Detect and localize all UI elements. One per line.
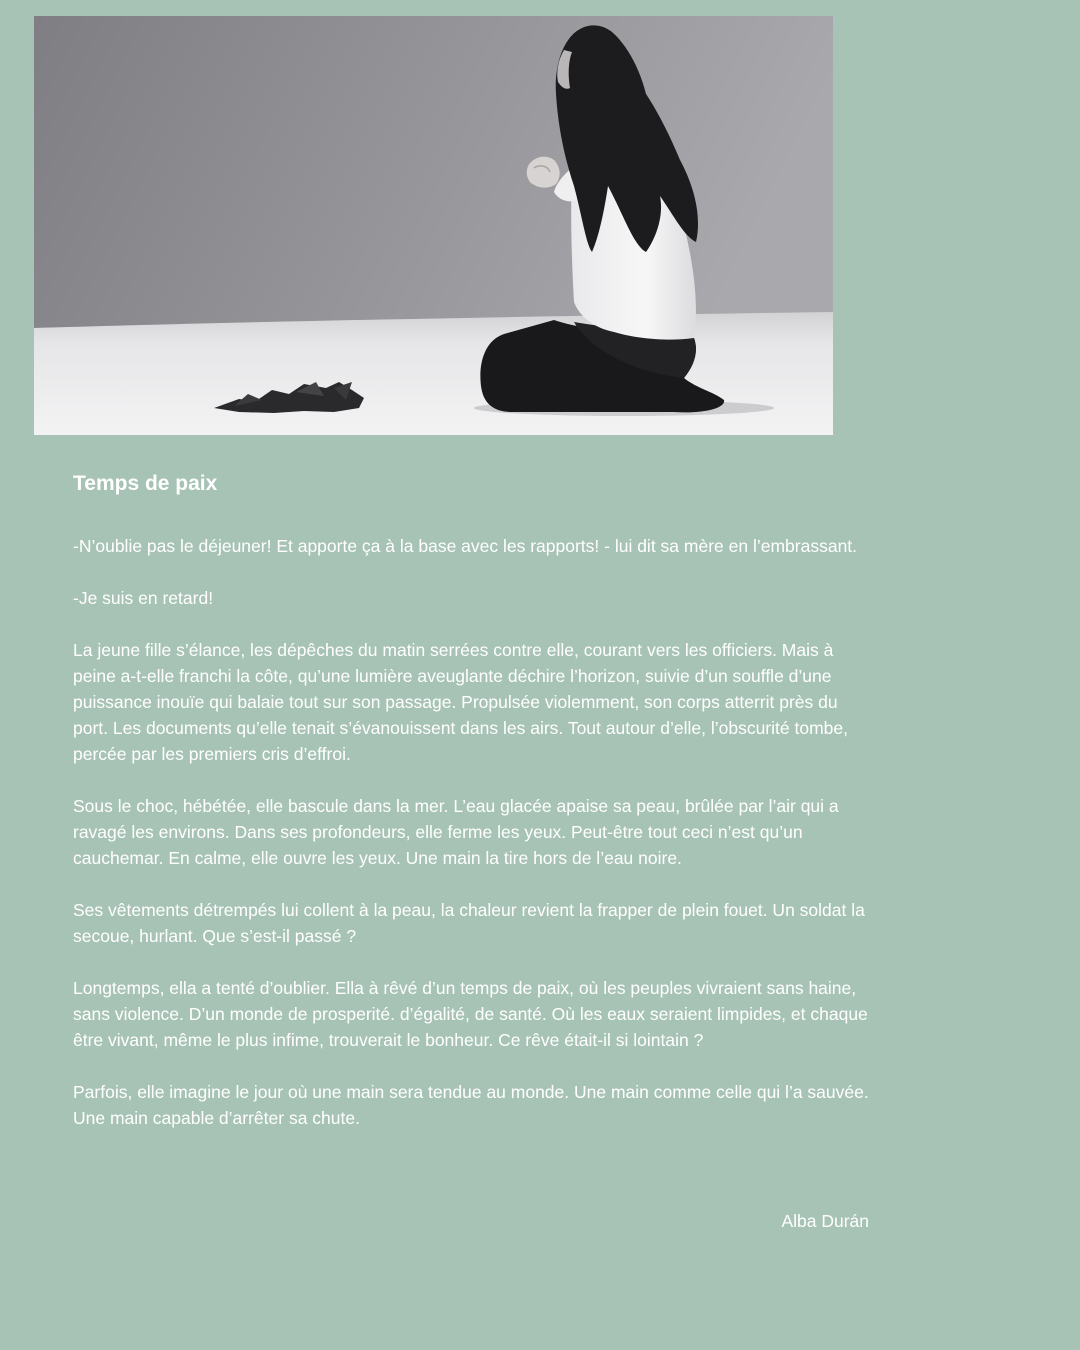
story-paragraph-1: -N’oublie pas le déjeuner! Et apporte ça à la base avec les rapports! - lui dit sa mère en l’embrassant. (73, 536, 858, 556)
story-title: Temps de paix (73, 472, 218, 495)
story-paragraph-6: Longtemps, ella a tenté d’oublier. Ella à rêvé d’un temps de paix, où les peuples vivraient sans haine, sans violence. D’un monde de prosperité. d’égalité, de santé. Où les eaux seraient limpides, et chaque être vivant, même le plus infime, trouverait le bonheur. Ce rêve était-il si lointain ? (73, 978, 868, 1050)
story-paragraph-2: -Je suis en retard! (73, 588, 214, 608)
story-paragraph-4: Sous le choc, hébétée, elle bascule dans la mer. L’eau glacée apaise sa peau, brûlée par l’air qui a ravagé les environs. Dans ses profondeurs, elle ferme les yeux. Peut-être tout ceci n’est qu’un cauchemar. En calme, elle ouvre les yeux. Une main la tire hors de l’eau noire. (73, 796, 839, 868)
story-paragraph-3: La jeune fille s’élance, les dépêches du matin serrées contre elle, courant vers les officiers. Mais à peine a-t-elle franchi la côte, qu’une lumière aveuglante déchire l’horizon, suivie d’un souffle d’une puissance inouïe qui balaie tout sur son passage. Propulsée violemment, son corps atterrit près du port. Les documents qu’elle tenait s’évanouissent dans les airs. Tout autour d’elle, l’obscurité tombe, percée par les premiers cris d’effroi. (73, 640, 848, 764)
story-article (73, 470, 873, 1131)
kneeling-woman-photo (34, 16, 833, 435)
story-photo (34, 16, 833, 435)
story-paragraph-7: Parfois, elle imagine le jour où une main sera tendue au monde. Une main comme celle qui l’a sauvée. Une main capable d’arrêter sa chute. (73, 1082, 869, 1128)
story-paragraph-5: Ses vêtements détrempés lui collent à la peau, la chaleur revient la frapper de plein fouet. Un soldat la secoue, hurlant. Que s’est-il passé ? (73, 900, 865, 946)
author-signature: Alba Durán (781, 1211, 869, 1231)
